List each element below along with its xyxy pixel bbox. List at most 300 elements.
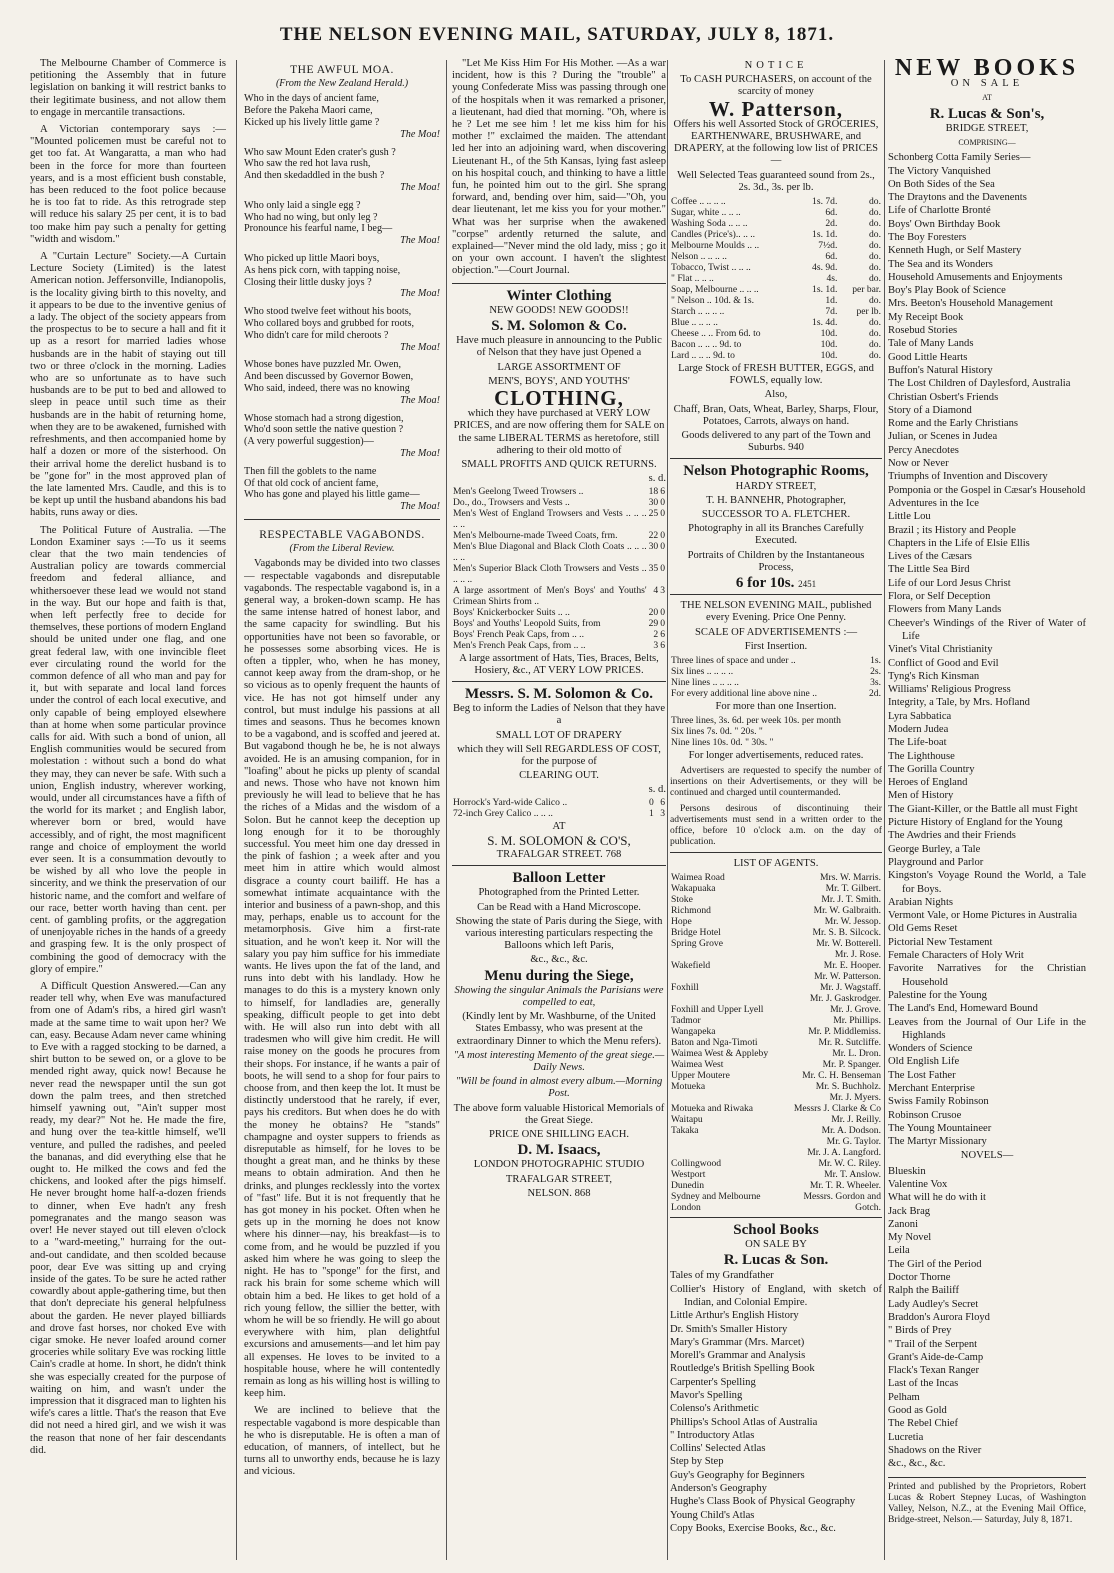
book-item: Brazil ; its History and People bbox=[888, 524, 1016, 536]
grocery-row bbox=[670, 328, 882, 339]
school-book-item: Young Child's Atlas bbox=[670, 1509, 755, 1521]
article-title-vagabonds: RESPECTABLE VAGABONDS. bbox=[259, 528, 425, 541]
agent-row-cell: Mr. W. Galbraith. bbox=[813, 904, 881, 916]
agent-row bbox=[670, 1191, 882, 1202]
school-book-item: " Introductory Atlas bbox=[670, 1429, 755, 1441]
agent-row-cell: Mr. J. Wagstaff. bbox=[820, 981, 881, 993]
price-row bbox=[452, 530, 666, 541]
poem-stanza bbox=[244, 253, 440, 300]
ad-intro: Have much pleasure in announcing to the Public of Nelson that they have just Opened a bbox=[456, 335, 662, 359]
book-item: Flowers from Many Lands bbox=[888, 604, 1002, 616]
ad-quote-2: "Will be found in almost every album.—Morning Post. bbox=[455, 1076, 663, 1100]
ad-large: LARGE ASSORTMENT OF bbox=[497, 361, 621, 373]
ad-sell: which they will Sell REGARDLESS OF COST, for the purpose of bbox=[457, 743, 661, 767]
poem-stanza bbox=[244, 466, 440, 513]
novel-item: Flack's Texan Ranger bbox=[888, 1365, 979, 1377]
article-vagabonds-p2: We are inclined to believe that the respectable vagabond is more despicable than he who is disreputable. He is often a man of education, of manners, of intellect, but he turns all to unworthy ends, because he is lazy and vicious. bbox=[244, 1405, 440, 1478]
poem-source: (From the New Zealand Herald.) bbox=[275, 78, 409, 90]
ad-studio: LONDON PHOTOGRAPHIC STUDIO bbox=[473, 1159, 645, 1171]
price-row-cell: 22 bbox=[648, 529, 659, 541]
agent-row-cell: Mr. J. Myers. bbox=[829, 1091, 881, 1103]
poem-refrain: The Moa! bbox=[400, 394, 440, 406]
agent-row-cell: Mrs. W. Marris. bbox=[819, 871, 881, 883]
book-item: Heroes of England bbox=[888, 777, 968, 789]
book-item: Vinet's Vital Christianity bbox=[888, 644, 993, 656]
grocery-row-cell: Starch .. .. .. .. bbox=[671, 306, 725, 318]
agent-row-cell bbox=[670, 949, 782, 960]
calico-header: s. d. bbox=[648, 784, 666, 796]
novel-item: " Birds of Prey bbox=[888, 1325, 952, 1337]
article-policemen: A Victorian contemporary says :— "Mounted policemen must be careful not to get too fat. At Wangaratta, a man who had been in the force for more than fourteen years, and is a most efficient bush constable, has been reduced to the foot police because he is too fat to ride. As this retrograde step will reduce his salary 25 per cent, it is to bad too make him pay such a penalty for getting "width and wisdom." bbox=[30, 124, 226, 245]
novel-item: &c., &c., &c. bbox=[888, 1458, 946, 1470]
book-item: The Awdries and their Friends bbox=[888, 830, 1016, 842]
poem-line: Closing their little dusky joys ? bbox=[244, 276, 372, 288]
book-item: Triumphs of Invention and Discovery bbox=[888, 471, 1048, 483]
agent-row-cell: Mr. W. Patterson. bbox=[814, 970, 881, 982]
ad-winter-clothing: Winter Clothing bbox=[506, 287, 612, 304]
book-item: Picture History of England for the Young bbox=[888, 817, 1063, 829]
price-row-cell: 4 bbox=[653, 584, 659, 596]
book-item: Vermont Vale, or Home Pictures in Australia bbox=[888, 910, 1077, 922]
grocery-row-cell: do. bbox=[869, 350, 881, 362]
book-item: Lyra Sabbatica bbox=[888, 710, 952, 722]
printer-imprint: Printed and published by the Proprietors, Robert Lucas & Robert Stepney Lucas, of Washington Valley, Nelson, N.Z., at the Evening Mail Office, Bridge-street, Nelson.— Saturday, July 8, 1871. bbox=[888, 1477, 1086, 1525]
rate-row-cell bbox=[880, 737, 882, 748]
masthead: THE NELSON EVENING MAIL, SATURDAY, JULY 8, 1871. bbox=[279, 24, 835, 45]
price-row bbox=[452, 563, 666, 585]
agent-row-cell: Sydney and Melbourne bbox=[671, 1190, 761, 1202]
column-rule bbox=[884, 60, 885, 1560]
price-row bbox=[452, 585, 666, 607]
agent-row-cell: Mr. P. Middlemiss. bbox=[808, 1025, 881, 1037]
novel-item: Leila bbox=[888, 1245, 910, 1257]
agent-row bbox=[670, 982, 882, 993]
book-item: Rosebud Stories bbox=[888, 325, 958, 337]
novel-item: Last of the Incas bbox=[888, 1378, 959, 1390]
rate-row bbox=[670, 666, 882, 677]
ad-patterson: W. Patterson, bbox=[708, 96, 844, 121]
book-item: Household Amusements and Enjoyments bbox=[888, 271, 1063, 283]
school-book-item: Step by Step bbox=[670, 1456, 724, 1468]
agent-row-cell: Mr. S. B. Silcock. bbox=[812, 926, 881, 938]
book-item: On Both Sides of the Sea bbox=[888, 178, 995, 190]
ad-hardy: HARDY STREET, bbox=[735, 480, 817, 492]
notice-cash: To CASH PURCHASERS, on account of the scarcity of money bbox=[680, 74, 872, 98]
price-row-cell: 0 bbox=[660, 617, 665, 629]
column-4 bbox=[670, 58, 882, 1563]
grocery-row bbox=[670, 196, 882, 207]
ad-drapery: SMALL LOT OF DRAPERY bbox=[495, 729, 623, 741]
price-row-cell: 6 bbox=[660, 628, 665, 640]
price-row-cell: 2 bbox=[653, 628, 659, 640]
book-item: Pomponia or the Gospel in Cæsar's Household bbox=[888, 484, 1086, 496]
school-book-item: Collier's History of England, with sketch of Indian, and Colonial Empire. bbox=[670, 1283, 882, 1308]
price-row-cell: 18 bbox=[648, 485, 659, 497]
grocery-row-cell: Candles (Price's).. .. .. bbox=[671, 229, 756, 241]
rate-row-cell: For every additional line above nine .. bbox=[671, 688, 817, 700]
price-row-cell: 35 bbox=[648, 562, 659, 574]
school-book-item: Morell's Grammar and Analysis bbox=[670, 1350, 806, 1362]
book-item: Arabian Nights bbox=[888, 896, 954, 908]
price-row bbox=[452, 629, 666, 640]
school-book-item: Anderson's Geography bbox=[670, 1483, 767, 1495]
poem-line: Who in the days of ancient fame, bbox=[244, 93, 379, 105]
agent-row bbox=[670, 1202, 882, 1213]
grocery-row-cell: Blue .. .. .. .. bbox=[671, 317, 718, 329]
book-item: Favorite Narratives for the Christian Household bbox=[888, 963, 1086, 988]
mail-info: THE NELSON EVENING MAIL, published every Evening. Price One Penny. bbox=[680, 600, 872, 624]
advertiser-note-2: Persons desirous of discontinuing their advertisements must send in a written order to the office, before 10 o'clock a.m. on the day of publication. bbox=[670, 802, 882, 847]
ad-menu: Menu during the Siege, bbox=[484, 967, 634, 984]
column-rule bbox=[667, 60, 668, 1560]
price-row bbox=[452, 497, 666, 508]
price-row-cell: Men's Blue Diagonal and Black Cloth Coats .. .. .. .. .. bbox=[453, 540, 647, 563]
price-row-cell: Boys' Knickerbocker Suits .. .. bbox=[453, 606, 570, 618]
column-rule bbox=[236, 60, 237, 1560]
poem-stanza bbox=[244, 147, 440, 194]
price-row bbox=[452, 618, 666, 629]
book-item: The Boy Foresters bbox=[888, 232, 967, 243]
price-row-cell: 0 bbox=[660, 540, 665, 552]
ad-school-onsale: ON SALE BY bbox=[745, 1238, 807, 1250]
rate-row-cell: 1s. bbox=[870, 655, 881, 667]
rate-row-cell: Three lines of space and under .. bbox=[671, 655, 796, 667]
agent-row bbox=[670, 1092, 882, 1103]
ad-goods: Goods delivered to any part of the Town and Suburbs. 940 bbox=[681, 430, 871, 454]
ad-street: TRAFALGAR STREET. 768 bbox=[496, 848, 622, 860]
school-book-item: Phillips's School Atlas of Australia bbox=[670, 1416, 818, 1428]
school-book-item: Hughe's Class Book of Physical Geography bbox=[670, 1496, 856, 1508]
agent-row bbox=[670, 916, 882, 927]
agent-row-cell bbox=[670, 1092, 782, 1103]
book-item: Playground and Parlor bbox=[888, 856, 984, 868]
agent-row-cell: Mr. W. Jessop. bbox=[824, 915, 881, 927]
book-item: Schonberg Cotta Family Series— bbox=[888, 152, 1031, 164]
novel-item: The Girl of the Period bbox=[888, 1258, 982, 1270]
grocery-row-cell: 1s. 1d. bbox=[812, 229, 838, 241]
agent-row-cell: Messrs. Gordon and bbox=[803, 1190, 881, 1202]
poem-refrain: The Moa! bbox=[400, 288, 440, 300]
ad-portraits: Portraits of Children by the Instantaneous Process, bbox=[687, 549, 865, 573]
grocery-row-cell: 10d. bbox=[820, 350, 838, 362]
grocery-row-cell: per bar. bbox=[852, 284, 881, 296]
agent-row-cell: Mr. J. Reilly. bbox=[831, 1113, 881, 1125]
price-row-cell: Men's Geelong Tweed Trowsers .. bbox=[453, 485, 584, 497]
novel-item: Doctor Thorne bbox=[888, 1272, 951, 1284]
school-book-item: Guy's Geography for Beginners bbox=[670, 1469, 805, 1481]
article-curtain-lecture: A "Curtain Lecture" Society.—A Curtain Lecture Society (Limited) is the latest American notion. Jeffersonville, Indianopolis, is the locality giving birth to this novelty, and it appears to be due to the inventive genius of a lady. The object of the society appears from the prospectus to be to secure a hall and fit it up as a resort for married ladies whose husbands are in the habit of staying out till two or three o'clock in the morning. Ladies who are so unfortunate as to have such husbands are to be put to bed and allowed to sleep in peace until such time as their husbands are in the habit of returning home, when they are to be awakened, furnished with refreshments, and then accompanied home by half a dozen or more of the sisterhood. On their arrival home the derelict husband is to be "gone for" in the most approved plan of the late lamented Mrs. Caudle, and this is to be kept up until the husband abandons his bad habits, runs away or dies. bbox=[30, 251, 226, 519]
poem-line: Whose stomach had a strong digestion, bbox=[244, 412, 404, 424]
grocery-row-cell: 7½d. bbox=[818, 240, 838, 252]
agent-row bbox=[670, 927, 882, 938]
ad-purchased: which they have purchased at VERY LOW PRICES, and are now offering them for SALE on the same LIBERAL TERMS as heretofore, still adhering to their old motto of bbox=[453, 408, 665, 456]
book-item: Cheever's Windings of the River of Water of Life bbox=[888, 617, 1086, 642]
agent-row bbox=[670, 1004, 882, 1015]
agent-row bbox=[670, 938, 882, 949]
book-item: Tyng's Rich Kinsman bbox=[888, 670, 980, 682]
novel-item: Blueskin bbox=[888, 1165, 926, 1177]
agent-row-cell: Collingwood bbox=[671, 1157, 722, 1169]
novel-item: Good as Gold bbox=[888, 1405, 947, 1417]
agent-row-cell: Hope bbox=[671, 915, 692, 927]
grocery-row-cell: 1s. 7d. bbox=[812, 196, 838, 208]
ad-bannehr: T. H. BANNEHR, Photographer, bbox=[706, 494, 846, 506]
book-item: Life of our Lord Jesus Christ bbox=[888, 577, 1011, 589]
article-difficult-question: A Difficult Question Answered.—Can any reader tell why, when Eve was manufactured from one of Adam's ribs, a hired girl wasn't made at the same time to wait upon her? We can, easy. Because Adam never came whining to Eve with a ragged stocking to be darned, a shirt button to be sewed on, or a glove to be mended right away, quick now! Because he never read the newspaper until the sun got down the palm trees, and then stretched himself yawning out, "Ain't supper most ready, my dear?" Not he. He made the fire, and hung over the tea-kittle himself, we'll venture, and pulled the radishes, and peeled the bananas, and did everything else that he ought to. He milked the cows and fed the chickens, and looked after the pigs himself. He never brought home half-a-dozen friends to dinner, when Eve hadn't any fresh pomegranates and the mango season was over! He never stayed out till eleven o'clock to a "ward-meeting," hurraing for the out-and-out candidate, and then scolded because poor, dear Eve was sitting up and crying inside of the gates. To be sure he acted rather cowardly about apple-gathering time, but then that don't depreciate his general helpfulness about the garden. He never played billiards and drove fast horses, nor choked Eve with cigar smoke. He never loafed around corner groceries while solitary Eve was rocking little Cain's cradle at home. In short, he didn't think she was especially created for the purpose of waiting on him, and wasn't under the impression that it disgraced man to lighten his wife's cares a little. That's the reason that Eve did not need a hired girl, and we wish it was the reason that none of her fair descendants did. bbox=[30, 981, 226, 1456]
agent-row-cell: Mr. J. Rose. bbox=[834, 948, 881, 960]
price-row-cell: 25 bbox=[648, 507, 659, 519]
book-item: Lives of the Cæsars bbox=[888, 551, 972, 563]
poem-line: Who stood twelve feet without his boots, bbox=[244, 306, 412, 318]
agent-row-cell: Stoke bbox=[671, 893, 693, 905]
rate-row-cell: 2d. bbox=[869, 688, 881, 700]
agent-row-cell: Wakefield bbox=[671, 959, 711, 971]
price-row-cell: 30 bbox=[648, 496, 659, 508]
new-books-onsale: ON SALE bbox=[950, 78, 1024, 90]
price-row bbox=[452, 640, 666, 651]
grocery-row bbox=[670, 251, 882, 262]
grocery-row-cell: do. bbox=[869, 273, 881, 285]
book-item: The Lost Father bbox=[888, 1069, 956, 1081]
agent-row-cell: Mr. P. Spanger. bbox=[822, 1058, 881, 1070]
ad-chaff: Chaff, Bran, Oats, Wheat, Barley, Sharps, Flour, Potatoes, Carrots, always on hand. bbox=[673, 403, 879, 427]
poem-refrain: The Moa! bbox=[400, 235, 440, 247]
agent-row-cell: Richmond bbox=[671, 904, 711, 916]
agent-row-cell: Dunedin bbox=[671, 1179, 705, 1191]
agent-row bbox=[670, 1103, 882, 1114]
book-item: The Land's End, Homeward Bound bbox=[888, 1003, 1038, 1015]
book-item: The Victory Vanquished bbox=[888, 165, 991, 177]
ad-menu-sub: Showing the singular Animals the Parisians were compelled to eat, bbox=[454, 984, 664, 1008]
first-insertion-table bbox=[670, 655, 882, 699]
ad-clearing: CLEARING OUT. bbox=[519, 770, 599, 782]
novel-item: Valentine Vox bbox=[888, 1178, 948, 1190]
book-item: My Receipt Book bbox=[888, 311, 964, 323]
agent-row-cell: Wangapeka bbox=[671, 1025, 716, 1037]
poem-line: Who saw the red hot lava rush, bbox=[244, 158, 371, 170]
ad-six-for: 6 for 10s. 2451 bbox=[735, 575, 817, 592]
book-item: Pictorial New Testament bbox=[888, 936, 993, 948]
agent-row-cell: Takaka bbox=[671, 1124, 699, 1136]
rate-row-cell: Six lines 7s. 0d. " 20s. " bbox=[671, 726, 763, 738]
rate-row-cell: 2s. bbox=[870, 666, 881, 678]
grocery-row bbox=[670, 295, 882, 306]
notice-heading: NOTICE bbox=[744, 60, 808, 71]
book-item: Kingston's Voyage Round the World, a Tale for Boys. bbox=[888, 870, 1086, 895]
poem-refrain: The Moa! bbox=[400, 501, 440, 513]
novel-item: Ralph the Bailiff bbox=[888, 1285, 960, 1297]
ad-offers: Offers his well Assorted Stock of GROCERIES, EARTHENWARE, BRUSHWARE, and DRAPERY, at the following low list of PRICES— bbox=[673, 118, 879, 167]
rate-row-cell: Six lines .. .. .. .. bbox=[671, 666, 734, 678]
grocery-row bbox=[670, 207, 882, 218]
ad-etc: &c., &c., &c. bbox=[530, 954, 588, 966]
book-item: Mrs. Beeton's Household Management bbox=[888, 298, 1053, 310]
agent-row-cell: Bridge Hotel bbox=[671, 926, 721, 938]
price-row bbox=[452, 607, 666, 618]
poem-stanza bbox=[244, 359, 440, 406]
grocery-row-cell: Sugar, white .. .. .. bbox=[671, 207, 741, 219]
poem-refrain: The Moa! bbox=[400, 447, 440, 459]
novel-item: Lucretia bbox=[888, 1431, 924, 1443]
agent-row bbox=[670, 949, 882, 960]
ad-also: Also, bbox=[764, 389, 788, 401]
agent-row-cell: Upper Moutere bbox=[671, 1069, 730, 1081]
book-item: Little Lou bbox=[888, 511, 931, 523]
agent-row bbox=[670, 1125, 882, 1136]
book-item: The Life-boat bbox=[888, 737, 947, 749]
book-item: Wonders of Science bbox=[888, 1043, 973, 1055]
book-item: The Draytons and the Davenents bbox=[888, 192, 1027, 204]
new-books-comprising: COMPRISING— bbox=[958, 138, 1016, 148]
agent-row-cell: Mr. J. Grove. bbox=[830, 1003, 881, 1015]
agent-row bbox=[670, 1070, 882, 1081]
ad-motto: SMALL PROFITS AND QUICK RETURNS. bbox=[461, 459, 657, 471]
price-row-cell: Men's French Peak Caps, from .. .. bbox=[453, 639, 586, 651]
calico-row bbox=[452, 808, 666, 819]
book-item: Adventures in the Ice bbox=[888, 497, 979, 509]
ad-new-goods: NEW GOODS! NEW GOODS!! bbox=[489, 304, 629, 316]
poem-stanza bbox=[244, 200, 440, 247]
poem-title: THE AWFUL MOA. bbox=[290, 64, 394, 76]
price-row-cell: A large assortment of Men's Boys' and Youths' Crimean Shirts from .. bbox=[453, 584, 647, 607]
agent-row bbox=[670, 1081, 882, 1092]
poem-line: Of that old cock of ancient fame, bbox=[244, 477, 379, 489]
poem-stanza bbox=[244, 306, 440, 353]
poem-line: Before the Pakeha Maori came, bbox=[244, 105, 373, 117]
agent-row-cell bbox=[670, 1147, 782, 1158]
ad-mens: MEN'S, BOYS', AND YOUTHS' bbox=[488, 375, 630, 387]
grocery-row-cell: 7d. bbox=[825, 306, 838, 318]
grocery-row-cell: Coffee .. .. .. .. bbox=[671, 196, 726, 208]
ad-teas: Well Selected Teas guaranteed sound from 2s., 2s. 3d., 3s. per lb. bbox=[677, 169, 875, 193]
price-row-cell: Men's Superior Black Cloth Trowsers and Vests .. .. .. .. bbox=[453, 562, 647, 585]
ad-branches: Photography in all its Branches Carefully Executed. bbox=[688, 523, 864, 547]
poem-refrain: The Moa! bbox=[400, 181, 440, 193]
article-chamber-commerce: The Melbourne Chamber of Commerce is petitioning the Assembly that in future legislation on banking it will restrict banks to their legitimate business, and not allow them to engage in mercantile transactions. bbox=[30, 58, 226, 118]
book-item: Tale of Many Lands bbox=[888, 338, 974, 350]
book-item: Conflict of Good and Evil bbox=[888, 657, 999, 669]
grocery-row-cell: do. bbox=[869, 218, 881, 230]
poem-stanza bbox=[244, 413, 440, 460]
agent-row-cell: London bbox=[671, 1201, 701, 1213]
book-item: Modern Judea bbox=[888, 723, 949, 735]
novel-item: My Novel bbox=[888, 1232, 932, 1244]
novel-item: Pelham bbox=[888, 1391, 920, 1403]
rate-row bbox=[670, 715, 882, 726]
book-item: Female Characters of Holy Writ bbox=[888, 950, 1024, 962]
agent-row-cell: Mr. T. Anslow. bbox=[824, 1168, 881, 1180]
poem-line: Who'd soon settle the native question ? bbox=[244, 424, 404, 436]
book-item: The Gorilla Country bbox=[888, 763, 975, 775]
price-row-cell: 0 bbox=[660, 562, 665, 574]
price-row-cell: 6 bbox=[660, 639, 665, 651]
grocery-row-cell: per lb. bbox=[856, 306, 881, 318]
poem-line: Who has gone and played his little game— bbox=[244, 489, 420, 501]
price-row-cell: 29 bbox=[648, 617, 659, 629]
grocery-row-cell: Soap, Melbourne .. .. .. bbox=[671, 284, 759, 296]
novels-heading: NOVELS— bbox=[960, 1150, 1014, 1162]
grocery-row-cell: do. bbox=[869, 295, 881, 307]
poem-line: Who collared boys and grubbed for roots, bbox=[244, 317, 415, 329]
calico-row-cell: 0 bbox=[648, 796, 654, 808]
new-books-heading: NEW BOOKS bbox=[894, 58, 1080, 81]
poem-line: And then skedaddled in the bush ? bbox=[244, 170, 385, 182]
agents-table bbox=[670, 872, 882, 1213]
article-kiss-title: "Let Me Kiss Him For His Mother. —As a war incident, how is this ? During the "trouble" a young Confederate Miss was passing through one of the hospitals when it was remarked a prisoner, a lieutenant, had died that morning. "Oh, where is he ? Let me see him ! let me kiss him for his mother !" exclaimed the maiden. The attendant led her into an adjoining ward, when discovering Lieutenant H., of the 5th Kansas, lying fast asleep on his hospital couch, and thinking to have a little fun, he pointed him out to the girl. She sprang forward, and, bending over him, said—"Oh, you dear lieutenant, let me kiss you for your mother." What was her surprise when the awakened "corpse" ardently returned the salute, and explained—"Never mind the old lady, miss ; go it on your own account. I haven't the slightest objection."—Court Journal. bbox=[452, 58, 666, 277]
agent-row-cell: Mr. L. Dron. bbox=[832, 1047, 881, 1059]
novel-list bbox=[888, 1165, 1086, 1471]
ad-beg: Beg to inform the Ladies of Nelson that they have a bbox=[452, 703, 666, 727]
agent-row-cell: Messrs J. Clarke & Co bbox=[793, 1102, 881, 1114]
grocery-row-cell: " Nelson .. 10d. & 1s. bbox=[671, 295, 755, 307]
agent-row-cell: Mr. J. Gaskrodger. bbox=[809, 992, 881, 1004]
school-book-item: Routledge's British Spelling Book bbox=[670, 1363, 815, 1375]
agent-row bbox=[670, 883, 882, 894]
agent-row-cell: Westport bbox=[671, 1168, 706, 1180]
calico-row-cell: 72-inch Grey Calico .. .. .. bbox=[453, 807, 553, 819]
novel-item: Grant's Aide-de-Camp bbox=[888, 1351, 984, 1363]
more-insertion-table bbox=[670, 715, 882, 748]
calico-row-cell: 1 bbox=[648, 807, 654, 819]
grocery-row-cell: Tobacco, Twist .. .. .. bbox=[671, 262, 751, 274]
agent-row-cell: Wakapuaka bbox=[671, 882, 716, 894]
ad-photo-rooms: Nelson Photographic Rooms, bbox=[683, 463, 869, 480]
novel-item: " Trail of the Serpent bbox=[888, 1338, 978, 1350]
agent-row bbox=[670, 1037, 882, 1048]
price-row-cell: 0 bbox=[660, 529, 665, 541]
agent-row-cell: Baton and Nga-Timoti bbox=[671, 1036, 758, 1048]
price-row-cell: Boys' French Peak Caps, from .. .. bbox=[453, 628, 584, 640]
school-book-item: Mavor's Spelling bbox=[670, 1389, 743, 1401]
book-item: Buffon's Natural History bbox=[888, 364, 993, 376]
grocery-row-cell: Melbourne Moulds .. .. bbox=[671, 240, 760, 252]
agent-row-cell: Mr. S. Buchholz. bbox=[815, 1080, 881, 1092]
book-item: Williams' Religious Progress bbox=[888, 684, 1011, 696]
poem-line: Kicked up his lively little game ? bbox=[244, 117, 380, 128]
ad-balloon-letter: Balloon Letter bbox=[512, 870, 606, 887]
book-item: Rome and the Early Christians bbox=[888, 418, 1019, 430]
ad-school-books: School Books bbox=[733, 1221, 819, 1238]
price-row bbox=[452, 508, 666, 530]
book-item: Boy's Play Book of Science bbox=[888, 285, 1006, 297]
grocery-row-cell: 6d. bbox=[825, 207, 838, 219]
poem-refrain: The Moa! bbox=[400, 128, 440, 140]
poem-line: And been discussed by Governor Bowen, bbox=[244, 371, 414, 383]
ad-read: Can be Read with a Hand Microscope. bbox=[477, 901, 641, 913]
agent-row bbox=[670, 1114, 882, 1125]
novel-item: The Rebel Chief bbox=[888, 1418, 959, 1430]
ad-showing: Showing the state of Paris during the Siege, with various interesting particulars respecting the Balloons which left Paris, bbox=[455, 915, 663, 952]
ad-dmi: D. M. Isaacs, bbox=[517, 1142, 601, 1159]
grocery-row bbox=[670, 306, 882, 317]
book-item: Kenneth Hugh, or Self Mastery bbox=[888, 245, 1022, 257]
price-row-cell: 0 bbox=[660, 496, 665, 508]
grocery-row-cell: 4s. 9d. bbox=[812, 262, 838, 274]
grocery-row bbox=[670, 273, 882, 284]
ad-successor: SUCCESSOR TO A. FLETCHER. bbox=[701, 509, 851, 521]
new-books-at: AT bbox=[982, 93, 992, 103]
agent-row bbox=[670, 1136, 882, 1147]
price-row-cell: 30 bbox=[648, 540, 659, 552]
price-row-cell: 6 bbox=[660, 485, 665, 497]
article-source-vagabonds: (From the Liberal Review. bbox=[289, 543, 395, 555]
poem-line: Pronounce his fearful name, I beg— bbox=[244, 223, 393, 235]
grocery-row-cell: do. bbox=[869, 339, 881, 351]
agent-row-cell bbox=[670, 993, 782, 1004]
grocery-row-cell: 10d. bbox=[820, 328, 838, 340]
novel-item: Jack Brag bbox=[888, 1205, 931, 1217]
school-book-item: Dr. Smith's Smaller History bbox=[670, 1323, 788, 1335]
